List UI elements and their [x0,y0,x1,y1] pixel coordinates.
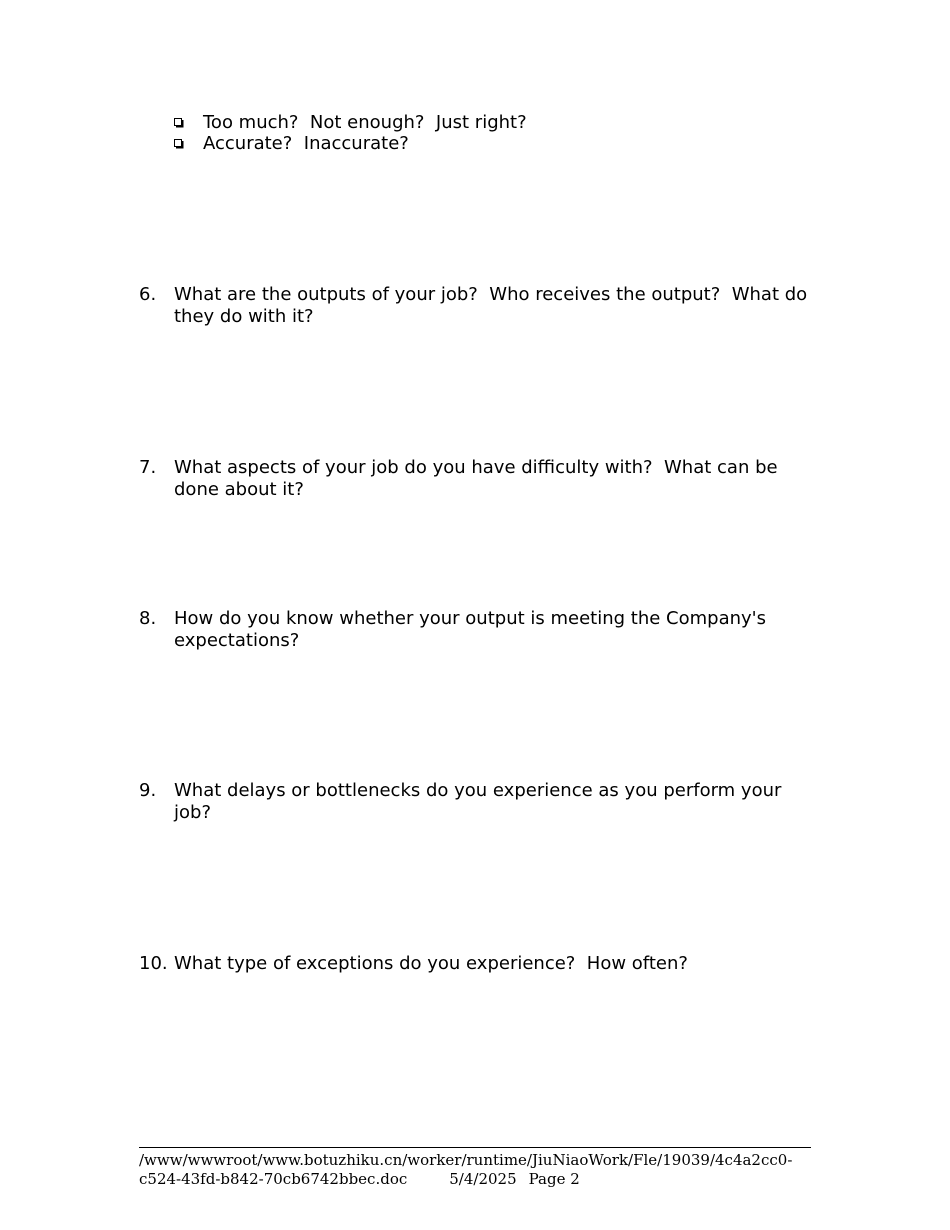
question-text: What aspects of your job do you have difficulty with? What can be done about it? [174,457,784,500]
question-text: What type of exceptions do you experience? How often? [174,953,688,974]
question-8 [139,608,829,652]
page-footer [139,1147,811,1189]
question-number: 8. [139,608,157,629]
footer-page-number: Page 2 [528,1170,580,1188]
question-9 [139,780,829,824]
checkbox-icon [174,139,184,149]
checklist [174,112,527,154]
question-6 [139,284,829,328]
list-item [174,112,527,133]
question-7 [139,457,829,501]
checkbox-icon [174,118,184,128]
question-text: What delays or bottlenecks do you experience as you perform your job? [174,780,788,823]
list-item-text: Accurate? Inaccurate? [203,133,409,154]
question-number: 7. [139,457,157,478]
question-number: 6. [139,284,157,305]
footer-date: 5/4/2025 [449,1170,517,1188]
question-number: 10. [139,953,168,974]
list-item [174,133,527,154]
footer-path-continued [139,1170,811,1189]
question-text: What are the outputs of your job? Who receives the output? What do they do with it? [174,284,813,327]
question-text: How do you know whether your output is meeting the Company's expectations? [174,608,772,651]
question-10 [139,953,829,975]
question-number: 9. [139,780,157,801]
footer-filename: c524-43fd-b842-70cb6742bbec.doc [139,1170,408,1188]
list-item-text: Too much? Not enough? Just right? [203,112,527,133]
footer-path: /www/wwwroot/www.botuzhiku.cn/worker/runtime/JiuNiaoWork/Fle/19039/4c4a2cc0- [139,1151,793,1169]
